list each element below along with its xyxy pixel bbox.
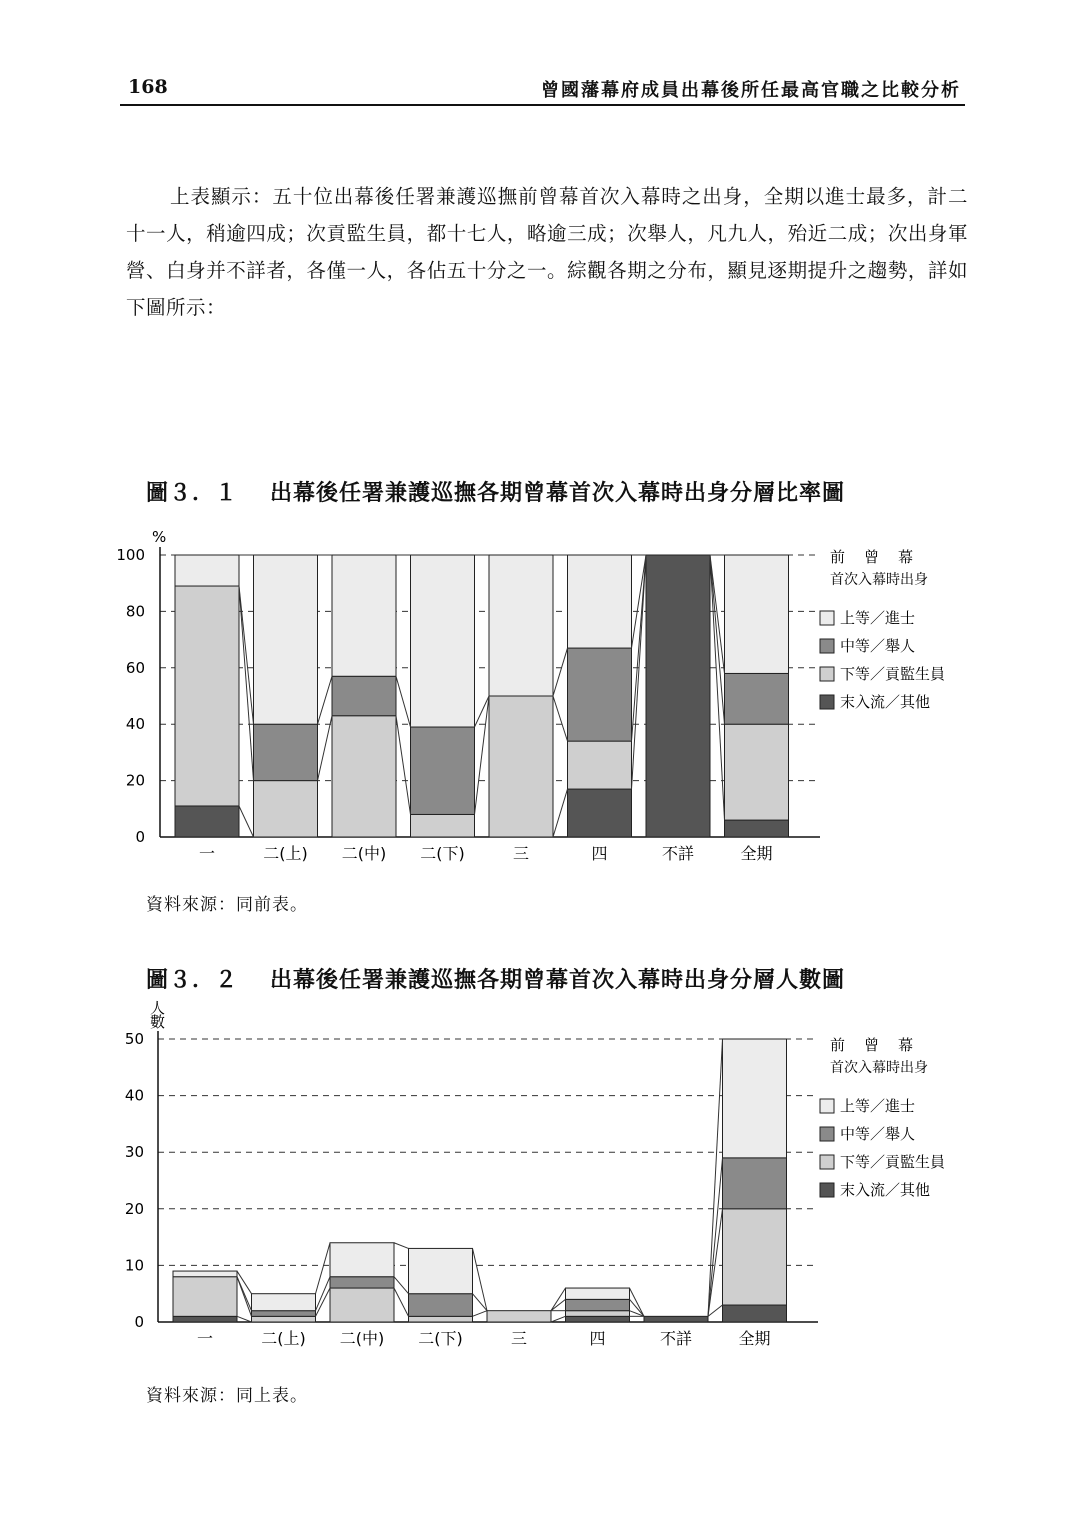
bar-e4b88de8a9b3-e69cabe585a5e6b581efbc8fe585b6e4bb96: [644, 1316, 708, 1322]
bar-e4ba8c(e4b8ad)-e4b8ade7ad89efbc8fe88889e4baba: [332, 676, 396, 715]
y-axis-label: 人數: [150, 1000, 166, 1031]
legend-swatch-e4b8ade7ad89efbc8fe88889e4baba: [820, 1127, 834, 1141]
chart-1: [0, 520, 1075, 870]
y-tick-label: 30: [124, 1143, 144, 1162]
legend-label-e4b8ade7ad89efbc8fe88889e4baba: 中等／舉人: [840, 637, 916, 655]
bar-e4ba8c(e4b88b)-e4b8ade7ad89efbc8fe88889e4baba: [409, 1294, 473, 1317]
connector-line: [394, 1277, 409, 1294]
y-tick-label: 50: [124, 1030, 144, 1048]
y-tick-label: 20: [124, 1199, 144, 1218]
figure-1-source: 資料來源：同前表。: [146, 895, 308, 915]
connector-line: [553, 648, 568, 696]
legend-swatch-e4b88ae7ad89efbc8fe980b2e5a3ab: [820, 611, 834, 625]
bar-e585a8e69c9f-e69cabe585a5e6b581efbc8fe585b6e4bb96: [725, 820, 789, 837]
chart-2-container: [0, 1000, 1075, 1355]
bar-e4b880-e4b88ae7ad89efbc8fe980b2e5a3ab: [173, 1271, 237, 1277]
bar-e585a8e69c9f-e4b88be7ad89efbc8fe8b2a2e79ba3e7949fe593a1: [725, 724, 789, 820]
figure-2-title: [146, 963, 845, 994]
x-tick-label: 四: [589, 1329, 606, 1348]
bar-e4ba8c(e4b88a)-e4b8ade7ad89efbc8fe88889e4baba: [254, 724, 318, 780]
bar-e4ba8c(e4b88b)-e4b88ae7ad89efbc8fe980b2e5a3ab: [409, 1248, 473, 1293]
bar-e4ba8c(e4b88b)-e4b88ae7ad89efbc8fe980b2e5a3ab: [411, 555, 475, 727]
connector-line: [551, 1316, 566, 1322]
legend-label-e4b88be7ad89efbc8fe8b2a2e79ba3e7949fe593a1: 下等／貢監生員: [840, 665, 946, 683]
connector-line: [318, 716, 333, 781]
connector-line: [318, 676, 333, 724]
x-tick-label: 二(上): [261, 1329, 306, 1348]
legend-label-e4b88be7ad89efbc8fe8b2a2e79ba3e7949fe593a1: 下等／貢監生員: [840, 1153, 946, 1171]
connector-line: [396, 716, 411, 815]
x-tick-label: 二(下): [418, 1329, 463, 1348]
connector-line: [553, 696, 568, 741]
figure-2-caption: 出幕後任署兼護巡撫各期曾幕首次入幕時出身分層人數圖: [270, 967, 846, 993]
bar-e4ba8c(e4b8ad)-e4b88ae7ad89efbc8fe980b2e5a3ab: [332, 555, 396, 676]
bar-e59b9b-e4b88ae7ad89efbc8fe980b2e5a3ab: [568, 555, 632, 648]
connector-line: [239, 586, 254, 781]
x-tick-label: 二(中): [339, 1329, 385, 1348]
y-tick-label: 10: [124, 1256, 144, 1275]
bar-e4ba8c(e4b8ad)-e4b88be7ad89efbc8fe8b2a2e79ba3e7949fe593a1: [330, 1288, 394, 1322]
legend-title-1: 前 曾 幕: [830, 548, 916, 566]
bar-e4ba8c(e4b88a)-e4b88ae7ad89efbc8fe980b2e5a3ab: [254, 555, 318, 724]
bar-e59b9b-e4b8ade7ad89efbc8fe88889e4baba: [566, 1299, 630, 1310]
bar-e59b9b-e4b88be7ad89efbc8fe8b2a2e79ba3e7949fe593a1: [566, 1311, 630, 1317]
y-tick-label: 0: [134, 1313, 144, 1331]
y-tick-label: 60: [125, 658, 145, 677]
bar-e59b9b-e69cabe585a5e6b581efbc8fe585b6e4bb96: [566, 1316, 630, 1322]
y-tick-label: 40: [125, 715, 145, 734]
bar-e4b889-e4b88ae7ad89efbc8fe980b2e5a3ab: [489, 555, 553, 696]
legend-swatch-e4b88ae7ad89efbc8fe980b2e5a3ab: [820, 1099, 834, 1113]
x-tick-label: 不詳: [659, 1329, 693, 1348]
x-tick-label: 一: [198, 844, 216, 863]
bar-e585a8e69c9f-e4b88ae7ad89efbc8fe980b2e5a3ab: [723, 1039, 787, 1158]
legend-label-e4b88ae7ad89efbc8fe980b2e5a3ab: 上等／進士: [840, 609, 916, 627]
x-tick-label: 二(上): [263, 844, 308, 863]
bar-e585a8e69c9f-e4b8ade7ad89efbc8fe88889e4baba: [723, 1158, 787, 1209]
bar-e585a8e69c9f-e69cabe585a5e6b581efbc8fe585b6e4bb96: [723, 1305, 787, 1322]
bar-e59b9b-e4b88ae7ad89efbc8fe980b2e5a3ab: [566, 1288, 630, 1299]
legend-swatch-e4b88be7ad89efbc8fe8b2a2e79ba3e7949fe593a1: [820, 667, 834, 681]
legend-label-e4b88ae7ad89efbc8fe980b2e5a3ab: 上等／進士: [840, 1097, 916, 1115]
bar-e4ba8c(e4b88a)-e4b88be7ad89efbc8fe8b2a2e79ba3e7949fe593a1: [252, 1316, 316, 1322]
connector-line: [473, 1248, 488, 1310]
connector-line: [551, 1299, 566, 1310]
connector-line: [316, 1288, 331, 1316]
connector-line: [708, 1209, 723, 1317]
connector-line: [394, 1243, 409, 1249]
bar-e4ba8c(e4b88b)-e4b88be7ad89efbc8fe8b2a2e79ba3e7949fe593a1: [411, 814, 475, 837]
chart-2: [0, 1000, 1075, 1355]
bar-e4b889-e4b88be7ad89efbc8fe8b2a2e79ba3e7949fe593a1: [489, 696, 553, 837]
bar-e4ba8c(e4b88b)-e4b88be7ad89efbc8fe8b2a2e79ba3e7949fe593a1: [409, 1316, 473, 1322]
x-tick-label: 二(下): [420, 844, 465, 863]
connector-line: [316, 1243, 331, 1294]
page-header: [120, 70, 965, 106]
bar-e4b880-e4b88be7ad89efbc8fe8b2a2e79ba3e7949fe593a1: [175, 586, 239, 806]
chart-1-container: [0, 520, 1075, 870]
bar-e4ba8c(e4b88a)-e4b88ae7ad89efbc8fe980b2e5a3ab: [252, 1294, 316, 1311]
connector-line: [394, 1288, 409, 1316]
bar-e585a8e69c9f-e4b88be7ad89efbc8fe8b2a2e79ba3e7949fe593a1: [723, 1209, 787, 1305]
bar-e4ba8c(e4b8ad)-e4b88ae7ad89efbc8fe980b2e5a3ab: [330, 1243, 394, 1277]
x-tick-label: 三: [512, 844, 530, 863]
bar-e4ba8c(e4b88b)-e4b8ade7ad89efbc8fe88889e4baba: [411, 727, 475, 814]
legend-swatch-e69cabe585a5e6b581efbc8fe585b6e4bb96: [820, 695, 834, 709]
legend-swatch-e4b88be7ad89efbc8fe8b2a2e79ba3e7949fe593a1: [820, 1155, 834, 1169]
x-tick-label: 全期: [738, 1329, 771, 1348]
connector-line: [553, 789, 568, 837]
connector-line: [239, 586, 254, 724]
bar-e585a8e69c9f-e4b88ae7ad89efbc8fe980b2e5a3ab: [725, 555, 789, 673]
bar-e59b9b-e4b88be7ad89efbc8fe8b2a2e79ba3e7949fe593a1: [568, 741, 632, 789]
legend-swatch-e69cabe585a5e6b581efbc8fe585b6e4bb96: [820, 1183, 834, 1197]
connector-line: [396, 676, 411, 727]
bar-e59b9b-e69cabe585a5e6b581efbc8fe585b6e4bb96: [568, 789, 632, 837]
bar-e4ba8c(e4b88a)-e4b88be7ad89efbc8fe8b2a2e79ba3e7949fe593a1: [254, 781, 318, 837]
connector-line: [237, 1316, 252, 1322]
figure-1-title: [146, 476, 845, 507]
bar-e4b880-e4b88ae7ad89efbc8fe980b2e5a3ab: [175, 555, 239, 586]
y-tick-label: 20: [125, 771, 145, 790]
bar-e4b88de8a9b3-e69cabe585a5e6b581efbc8fe585b6e4bb96: [646, 555, 710, 837]
connector-line: [710, 555, 725, 724]
legend-label-e69cabe585a5e6b581efbc8fe585b6e4bb96: 末入流／其他: [840, 693, 931, 711]
legend-label-e69cabe585a5e6b581efbc8fe585b6e4bb96: 末入流／其他: [840, 1181, 931, 1199]
bar-e585a8e69c9f-e4b8ade7ad89efbc8fe88889e4baba: [725, 673, 789, 724]
legend-title-1: 前 曾 幕: [830, 1036, 916, 1054]
y-tick-label: 0: [135, 828, 145, 846]
bar-e4b889-e4b88be7ad89efbc8fe8b2a2e79ba3e7949fe593a1: [487, 1311, 551, 1322]
bar-e4b880-e4b88be7ad89efbc8fe8b2a2e79ba3e7949fe593a1: [173, 1277, 237, 1317]
legend-label-e4b8ade7ad89efbc8fe88889e4baba: 中等／舉人: [840, 1125, 916, 1143]
y-tick-label: 40: [124, 1086, 144, 1105]
x-tick-label: 三: [510, 1329, 528, 1348]
y-axis-label: %: [152, 528, 167, 546]
figure-2-source: 資料來源：同上表。: [146, 1386, 308, 1406]
connector-line: [710, 555, 725, 673]
y-tick-label: 80: [125, 602, 145, 621]
connector-line: [632, 555, 647, 648]
running-title: 曾國藩幕府成員出幕後所任最高官職之比較分析: [541, 80, 961, 101]
legend-title-2: 首次入幕時出身: [830, 572, 928, 588]
bar-e4ba8c(e4b88a)-e4b8ade7ad89efbc8fe88889e4baba: [252, 1311, 316, 1317]
connector-line: [551, 1288, 566, 1311]
x-tick-label: 四: [591, 844, 608, 863]
connector-line: [632, 555, 647, 741]
connector-line: [239, 806, 254, 837]
body-paragraph: 上表顯示：五十位出幕後任署兼護巡撫前曾幕首次入幕時之出身，全期以進士最多，計二十一人，稍逾四成；次貢監生員，都十七人，略逾三成；次舉人，凡九人，殆近二成；次出身軍營、白身并不詳者，各僅一人，各佔五十分之一。綜觀各期之分布，顯見逐期提升之趨勢，詳如下圖所示：: [126, 185, 968, 319]
figure-1-caption: 出幕後任署兼護巡撫各期曾幕首次入幕時出身分層比率圖: [270, 480, 846, 506]
bar-e4ba8c(e4b8ad)-e4b8ade7ad89efbc8fe88889e4baba: [330, 1277, 394, 1288]
legend-swatch-e4b8ade7ad89efbc8fe88889e4baba: [820, 639, 834, 653]
connector-line: [473, 1311, 488, 1317]
connector-line: [632, 555, 647, 789]
bar-e4ba8c(e4b8ad)-e4b88be7ad89efbc8fe8b2a2e79ba3e7949fe593a1: [332, 716, 396, 837]
legend-title-2: 首次入幕時出身: [830, 1060, 928, 1076]
connector-line: [475, 696, 490, 814]
bar-e4b880-e69cabe585a5e6b581efbc8fe585b6e4bb96: [175, 806, 239, 837]
x-tick-label: 全期: [740, 844, 773, 863]
bar-e59b9b-e4b8ade7ad89efbc8fe88889e4baba: [568, 648, 632, 741]
x-tick-label: 一: [196, 1329, 214, 1348]
connector-line: [708, 1305, 723, 1316]
x-tick-label: 不詳: [661, 844, 695, 863]
y-tick-label: 100: [116, 546, 145, 564]
figure-2-number: 圖３．２: [146, 967, 239, 993]
bar-e4b880-e69cabe585a5e6b581efbc8fe585b6e4bb96: [173, 1316, 237, 1322]
page-number: 168: [128, 76, 168, 98]
connector-line: [316, 1277, 331, 1311]
x-tick-label: 二(中): [341, 844, 387, 863]
figure-1-number: 圖３．１: [146, 480, 239, 506]
